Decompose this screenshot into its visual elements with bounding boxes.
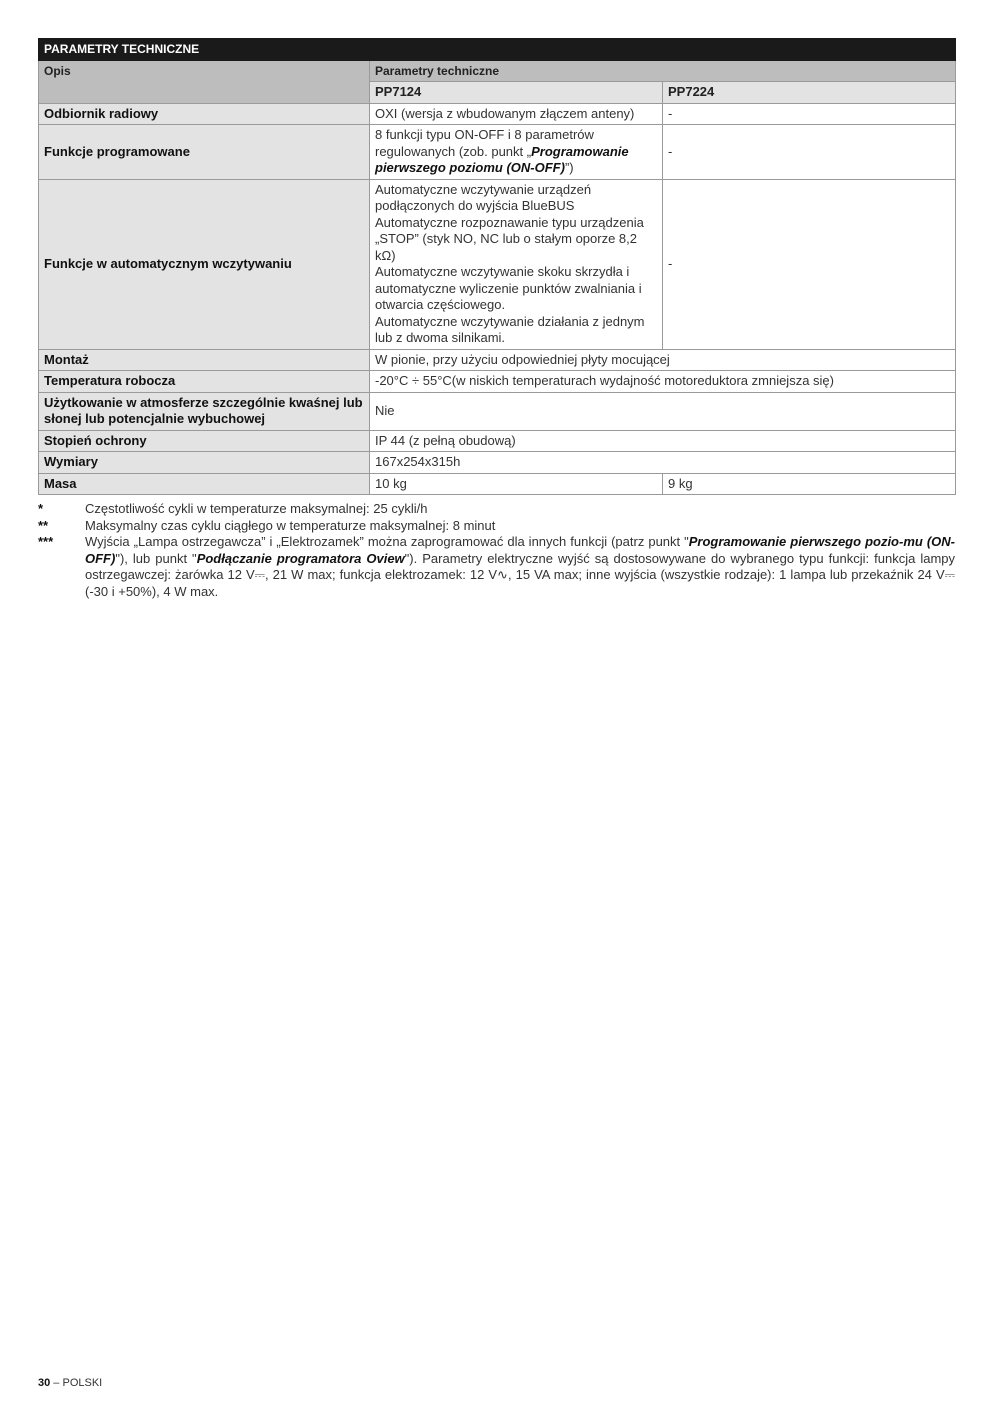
footnote	[38, 518, 955, 535]
footnote	[38, 501, 955, 518]
table-row	[39, 452, 956, 474]
column-header-parameters: Parametry techniczne	[370, 60, 956, 82]
cross-reference-link: Programowanie pierwszego poziomu (ON-OFF)	[375, 143, 629, 175]
protection-rating-value: IP 44 (z pełną obudową)	[370, 430, 956, 452]
technical-parameters-table	[38, 38, 956, 495]
cross-reference-link: Programowanie pierwszego pozio-mu (ON-OFF)	[85, 534, 955, 566]
model-header-pp7224: PP7224	[663, 82, 956, 104]
row-label-protection-rating: Stopień ochrony	[39, 430, 370, 452]
dimensions-value: 167x254x315h	[370, 452, 956, 474]
footer-separator: –	[50, 1377, 63, 1389]
operating-temperature-value: -20°C ÷ 55°C(w niskich temperaturach wydajność motoreduktora zmniejsza się)	[370, 371, 956, 393]
mounting-value: W pionie, przy użyciu odpowiedniej płyty mocującej	[370, 349, 956, 371]
row-label-mass: Masa	[39, 473, 370, 495]
auto-learning-pp7124	[370, 179, 663, 349]
footnote	[38, 534, 955, 600]
column-header-description: Opis	[39, 60, 370, 103]
footnote-marker: **	[38, 517, 49, 533]
auto-learning-line: Automatyczne wczytywanie urządzeń podłączonych do wyjścia BlueBUS	[375, 181, 592, 213]
table-title-row	[39, 39, 956, 61]
row-label-mounting: Montaż	[39, 349, 370, 371]
row-label-auto-learning: Funkcje w automatycznym wczytywaniu	[39, 179, 370, 349]
footnote-marker: *	[38, 501, 44, 516]
table-row	[39, 392, 956, 430]
technical-parameters-section	[38, 38, 955, 600]
table-row	[39, 371, 956, 393]
row-label-radio-receiver: Odbiornik radiowy	[39, 103, 370, 125]
atmosphere-use-value: Nie	[370, 392, 956, 430]
footnote-text: Wyjścia „Lampa ostrzegawcza” i „Elektrozamek” można zaprogramować dla innych funkcji (patrz punkt "Programowanie pierwszego pozio-mu (ON-OFF)"), lub punkt "Podłączanie programatora Oview"). Parametry elektryczne wyjść są dostosowywane do wybranego typu funkcji: funkcja lampy ostrzegawczej: żarówka 12 V⎓, 21 W max; funkcja elektrozamek: 12 V∿, 15 VA max; inne wyjścia (wszystkie rodzaje): 1 lampa lub przekaźnik 24 V⎓ (-30 i +50%), 4 W max.	[85, 534, 955, 599]
radio-receiver-pp7224: -	[663, 103, 956, 125]
page-number: 30	[38, 1377, 51, 1389]
cross-reference-link: Podłączanie programatora Oview	[196, 550, 405, 566]
model-header-pp7124: PP7124	[370, 82, 663, 104]
table-header-row	[39, 60, 956, 82]
page-footer	[38, 1377, 102, 1389]
table-title: PARAMETRY TECHNICZNE	[39, 39, 956, 61]
auto-learning-line: Automatyczne rozpoznawanie typu urządzenia „STOP” (styk NO, NC lub o stałym oporze 8,2 kΩ)	[375, 214, 644, 263]
footnotes	[38, 501, 955, 600]
row-label-atmosphere-use: Użytkowanie w atmosferze szczególnie kwaśnej lub słonej lub potencjalnie wybuchowej	[39, 392, 370, 430]
auto-learning-line: Automatyczne wczytywanie działania z jednym lub z dwoma silnikami.	[375, 313, 645, 345]
footnote-text: Maksymalny czas cyklu ciągłego w temperaturze maksymalnej: 8 minut	[85, 517, 496, 533]
programmable-functions-pp7124: 8 funkcji typu ON-OFF i 8 parametrów regulowanych (zob. punkt „Programowanie pierwszego poziomu (ON-OFF)”)	[370, 125, 663, 180]
row-label-dimensions: Wymiary	[39, 452, 370, 474]
footnote-text: Częstotliwość cykli w temperaturze maksymalnej: 25 cykli/h	[85, 501, 428, 516]
table-row	[39, 179, 956, 349]
table-row	[39, 349, 956, 371]
auto-learning-line: Automatyczne wczytywanie skoku skrzydła i automatyczne wyliczenie punktów zwalniania i otwarcia częściowego.	[375, 264, 642, 312]
programmable-functions-pp7224: -	[663, 125, 956, 180]
table-row	[39, 473, 956, 495]
footer-language: POLSKI	[62, 1377, 103, 1389]
mass-pp7224: 9 kg	[663, 473, 956, 495]
row-label-operating-temperature: Temperatura robocza	[39, 371, 370, 393]
row-label-programmable-functions: Funkcje programowane	[39, 125, 370, 180]
table-row	[39, 125, 956, 180]
auto-learning-pp7224: -	[663, 179, 956, 349]
footnote-marker: ***	[38, 534, 54, 549]
radio-receiver-pp7124: OXI (wersja z wbudowanym złączem anteny)	[370, 103, 663, 125]
mass-pp7124: 10 kg	[370, 473, 663, 495]
table-row	[39, 103, 956, 125]
table-row	[39, 430, 956, 452]
